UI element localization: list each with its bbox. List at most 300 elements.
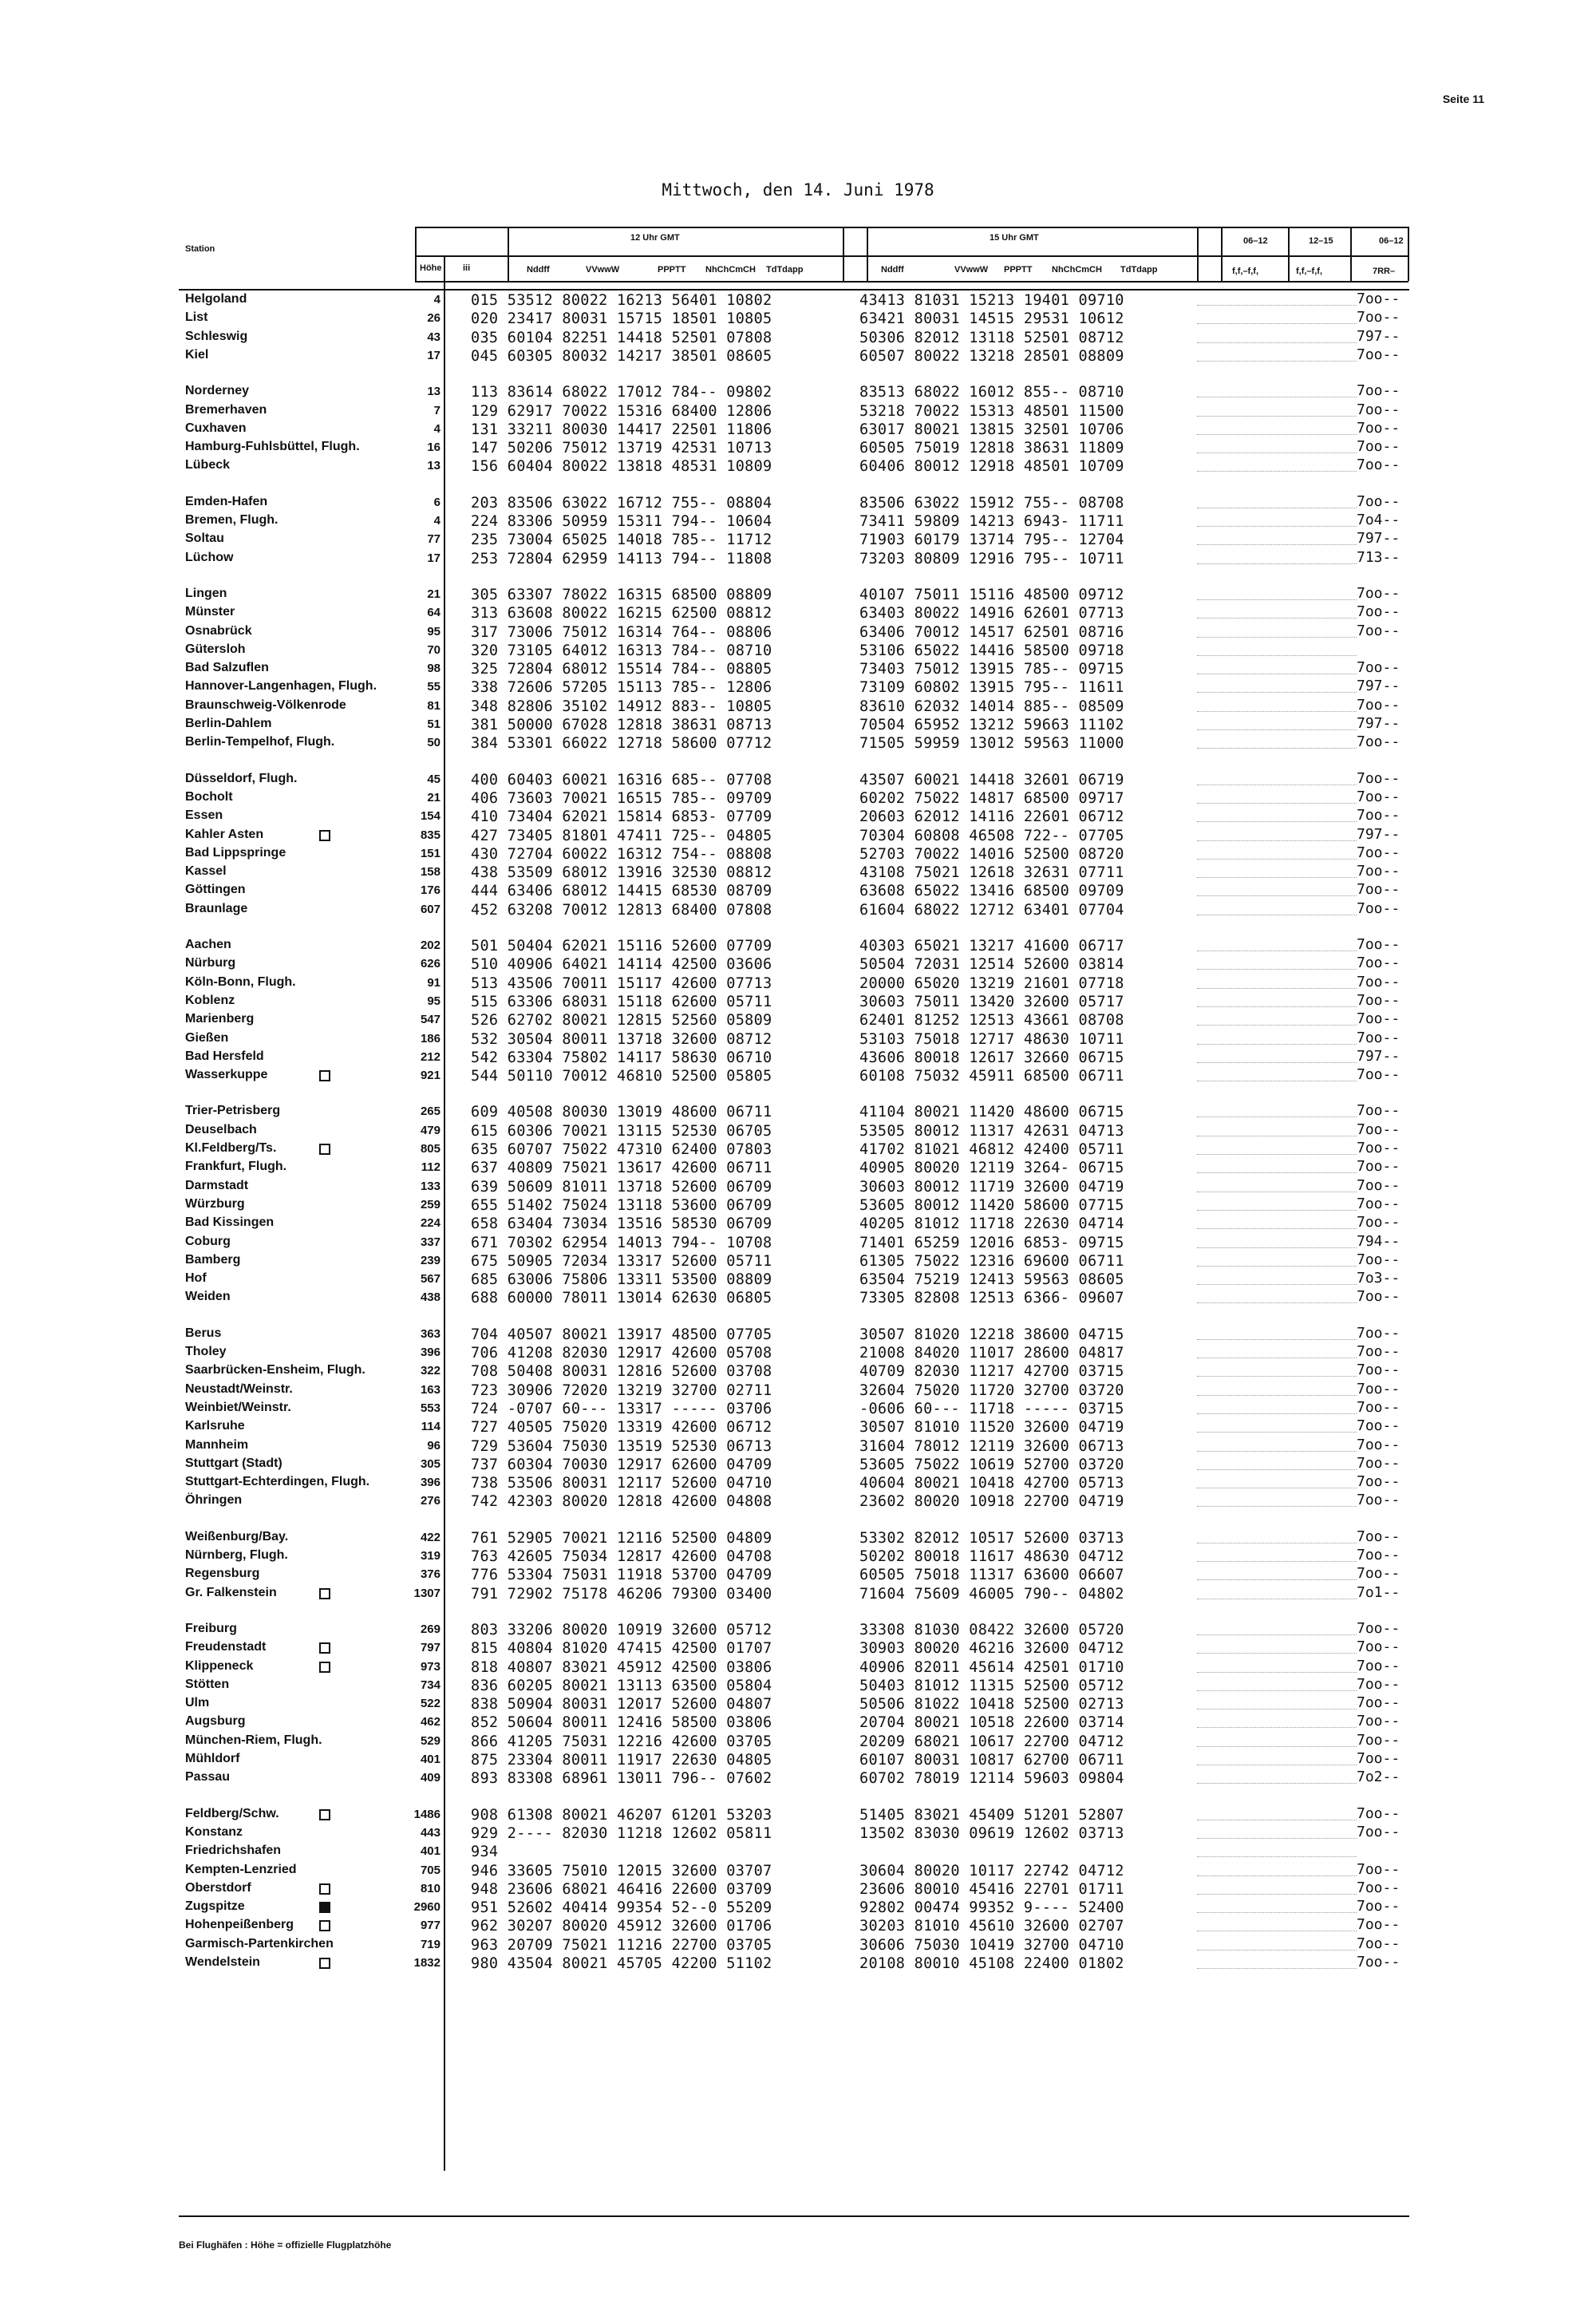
station-height: 973 <box>420 1659 440 1674</box>
station-name: Friedrichshafen <box>185 1844 282 1858</box>
leader-dots <box>1197 323 1357 324</box>
obs-12-utc: 305 63307 78022 16315 68500 08809 <box>471 586 772 603</box>
extra-code: 7oo-- <box>1357 1954 1400 1970</box>
extra-code: 7oo-- <box>1357 1158 1400 1176</box>
x-sub-3: 7RR– <box>1373 267 1396 276</box>
obs-15-utc: 51405 83021 45409 51201 52807 <box>859 1806 1124 1824</box>
obs-15-utc: 43606 80018 12617 32660 06715 <box>859 1049 1124 1066</box>
obs-12-utc: 400 60403 60021 16316 685-- 07708 <box>471 771 772 788</box>
leader-dots <box>1197 1376 1357 1377</box>
g15-col-4: NhChCmCH <box>1052 265 1102 275</box>
leader-dots <box>1197 1302 1357 1303</box>
station-height: 7 <box>433 403 440 417</box>
page-title: Mittwoch, den 14. Juni 1978 <box>662 180 934 200</box>
obs-12-utc: 224 83306 50959 15311 794-- 10604 <box>471 513 772 530</box>
open-square-icon <box>319 1588 330 1599</box>
extra-code: 7oo-- <box>1357 1214 1400 1231</box>
station-name: Hamburg-Fuhlsbüttel, Flugh. <box>185 440 360 454</box>
station-height: 462 <box>420 1715 440 1729</box>
station-height: 553 <box>420 1401 440 1415</box>
extra-code: 7oo-- <box>1357 1657 1400 1674</box>
obs-15-utc: 40905 80020 12119 3264- 06715 <box>859 1160 1124 1177</box>
leader-dots <box>1197 416 1357 417</box>
station-name: Weißenburg/Bay. <box>185 1529 289 1543</box>
obs-15-utc: 53103 75018 12717 48630 10711 <box>859 1030 1124 1048</box>
obs-15-utc: 53605 80012 11420 58600 07715 <box>859 1196 1124 1214</box>
obs-15-utc: 63608 65022 13416 68500 09709 <box>859 883 1124 900</box>
obs-12-utc: 639 50609 81011 13718 52600 06709 <box>471 1178 772 1196</box>
obs-12-utc: 658 63404 73034 13516 58530 06709 <box>471 1215 772 1233</box>
obs-15-utc: 21008 84020 11017 28600 04817 <box>859 1345 1124 1362</box>
extra-code: 7oo-- <box>1357 1879 1400 1896</box>
obs-15-utc: 53106 65022 14416 58500 09718 <box>859 642 1124 659</box>
extra-code: 7oo-- <box>1357 290 1400 307</box>
obs-12-utc: 452 63208 70012 12813 68400 07808 <box>471 901 772 919</box>
station-height: 16 <box>427 441 440 455</box>
obs-12-utc: 438 53509 68012 13916 32530 08812 <box>471 864 772 882</box>
extra-code: 7oo-- <box>1357 584 1400 602</box>
leader-dots <box>1197 1894 1357 1895</box>
leader-dots <box>1197 342 1357 343</box>
leader-dots <box>1197 1172 1357 1173</box>
obs-15-utc: 30603 75011 13420 32600 05717 <box>859 993 1124 1010</box>
extra-code: 7oo-- <box>1357 769 1400 787</box>
obs-15-utc: 50506 81022 10418 52500 02713 <box>859 1696 1124 1713</box>
obs-12-utc: 761 52905 70021 12116 52500 04809 <box>471 1529 772 1547</box>
extra-code: 7oo-- <box>1357 991 1400 1009</box>
obs-15-utc: 40303 65021 13217 41600 06717 <box>859 938 1124 955</box>
station-name: Gr. Falkenstein <box>185 1585 277 1599</box>
vrule-4 <box>867 227 868 281</box>
obs-12-utc: 147 50206 75012 13719 42531 10713 <box>471 440 772 457</box>
obs-12-utc: 501 50404 62021 15116 52600 07709 <box>471 938 772 955</box>
g12-title: 12 Uhr GMT <box>630 233 680 243</box>
header-rule-bottom <box>415 281 1408 283</box>
station-height: 276 <box>420 1494 440 1508</box>
g12-col-4: NhChCmCH <box>705 265 756 275</box>
station-height: 805 <box>420 1142 440 1156</box>
station-height: 337 <box>420 1235 440 1249</box>
obs-15-utc: 60507 80022 13218 28501 08809 <box>859 347 1124 365</box>
obs-12-utc: 776 53304 75031 11918 53700 04709 <box>471 1567 772 1584</box>
station-height: 43 <box>427 330 440 344</box>
obs-12-utc: 951 52602 40414 99354 52--0 55209 <box>471 1899 772 1917</box>
obs-12-utc: 866 41205 75031 12216 42600 03705 <box>471 1733 772 1750</box>
obs-15-utc: 20209 68021 10617 22700 04712 <box>859 1733 1124 1750</box>
obs-12-utc: 384 53301 66022 12718 58600 07712 <box>471 735 772 753</box>
station-height: 13 <box>427 385 440 399</box>
obs-15-utc: 60107 80031 10817 62700 06711 <box>859 1752 1124 1769</box>
obs-15-utc: 20704 80021 10518 22600 03714 <box>859 1714 1124 1732</box>
extra-code: 7oo-- <box>1357 696 1400 713</box>
obs-12-utc: 320 73105 64012 16313 784-- 08710 <box>471 642 772 659</box>
obs-15-utc: 60406 80012 12918 48501 10709 <box>859 458 1124 476</box>
extra-code: 7oo-- <box>1357 1454 1400 1472</box>
obs-12-utc: 727 40505 75020 13319 42600 06712 <box>471 1419 772 1437</box>
obs-12-utc: 655 51402 75024 13118 53600 06709 <box>471 1196 772 1214</box>
obs-15-utc: 50504 72031 12514 52600 03814 <box>859 956 1124 974</box>
station-name: Lübeck <box>185 458 231 472</box>
iii-header: iii <box>463 263 471 273</box>
obs-15-utc: 83506 63022 15912 755-- 08708 <box>859 494 1124 512</box>
obs-12-utc: 929 2---- 82030 11218 12602 05811 <box>471 1824 772 1842</box>
leader-dots <box>1197 1469 1357 1470</box>
station-name: Kiel <box>185 347 209 362</box>
station-name: Freudenstadt <box>185 1640 267 1654</box>
station-height: 176 <box>420 883 440 898</box>
extra-code: 7oo-- <box>1357 1195 1400 1212</box>
extra-code: 7oo-- <box>1357 1528 1400 1545</box>
leader-dots <box>1197 877 1357 878</box>
station-name: Braunlage <box>185 901 248 915</box>
leader-dots <box>1197 361 1357 362</box>
open-square-icon <box>319 1883 330 1895</box>
station-height: 64 <box>427 606 440 620</box>
obs-15-utc: 53218 70022 15313 48501 11500 <box>859 402 1124 420</box>
station-height: 158 <box>420 865 440 879</box>
extra-code: 7o4-- <box>1357 512 1400 528</box>
station-height: 154 <box>420 809 440 824</box>
station-name: Düsseldorf, Flugh. <box>185 771 298 785</box>
station-name: Mühldorf <box>185 1752 240 1765</box>
filled-square-icon <box>319 1902 330 1913</box>
obs-12-utc: 156 60404 80022 13818 48531 10809 <box>471 458 772 476</box>
obs-15-utc: 73305 82808 12513 6366- 09607 <box>859 1290 1124 1307</box>
leader-dots <box>1197 1266 1357 1267</box>
obs-12-utc: 444 63406 68012 14415 68530 08709 <box>471 883 772 900</box>
extra-code: 7oo-- <box>1357 1750 1400 1767</box>
station-height: 1832 <box>413 1956 440 1970</box>
obs-12-utc: 515 63306 68031 15118 62600 05711 <box>471 993 772 1010</box>
station-height: 259 <box>420 1197 440 1211</box>
station-height: 409 <box>420 1771 440 1785</box>
station-name: Soltau <box>185 532 224 546</box>
leader-dots <box>1197 544 1357 545</box>
obs-15-utc: 43108 75021 12618 32631 07711 <box>859 864 1124 882</box>
extra-code: 7oo-- <box>1357 1935 1400 1952</box>
obs-12-utc: 427 73405 81801 47411 725-- 04805 <box>471 827 772 844</box>
extra-code: 7oo-- <box>1357 955 1400 972</box>
obs-15-utc: 40906 82011 45614 42501 01710 <box>859 1658 1124 1676</box>
extra-code: 797-- <box>1357 715 1400 732</box>
obs-12-utc: 253 72804 62959 14113 794-- 11808 <box>471 550 772 567</box>
obs-15-utc: 73203 80809 12916 795-- 10711 <box>859 550 1124 567</box>
leader-dots <box>1197 1875 1357 1876</box>
extra-code: 7oo-- <box>1357 492 1400 510</box>
station-height: 443 <box>420 1825 440 1840</box>
leader-dots <box>1197 988 1357 989</box>
obs-12-utc: 708 50408 80031 12816 52600 03708 <box>471 1363 772 1381</box>
g15-col-2: VVwwW <box>954 265 989 275</box>
station-height: 114 <box>421 1420 440 1434</box>
open-square-icon <box>319 1920 330 1931</box>
obs-12-utc: 706 41208 82030 12917 42600 05708 <box>471 1345 772 1362</box>
obs-15-utc: 40107 75011 15116 48500 09712 <box>859 586 1124 603</box>
station-height: 95 <box>427 994 440 1008</box>
extra-code: 7oo-- <box>1357 1417 1400 1435</box>
station-height: 21 <box>427 790 440 804</box>
obs-12-utc: 615 60306 70021 13115 52530 06705 <box>471 1122 772 1140</box>
x-col-3: 06–12 <box>1379 236 1404 246</box>
vrule-7 <box>1288 227 1290 281</box>
station-name: Klippeneck <box>185 1658 254 1673</box>
station-height: 133 <box>420 1179 440 1193</box>
x-sub-1: f,f,–f,f, <box>1232 267 1258 276</box>
extra-code: 7oo-- <box>1357 1565 1400 1583</box>
leader-dots <box>1197 1506 1357 1507</box>
obs-12-utc: 675 50905 72034 13317 52600 05711 <box>471 1252 772 1270</box>
station-name: Bad Hersfeld <box>185 1049 264 1063</box>
leader-dots <box>1197 1395 1357 1396</box>
station-name: Weinbiet/Weinstr. <box>185 1400 291 1414</box>
station-name: Kahler Asten <box>185 827 264 841</box>
obs-15-utc: 53302 82012 10517 52600 03713 <box>859 1529 1124 1547</box>
obs-15-utc: 50306 82012 13118 52501 08712 <box>859 329 1124 346</box>
station-name: Kassel <box>185 864 227 879</box>
extra-code: 7oo-- <box>1357 1176 1400 1194</box>
leader-dots <box>1197 305 1357 306</box>
vrule-2 <box>508 227 509 281</box>
station-name: Kl.Feldberg/Ts. <box>185 1141 277 1155</box>
extra-code: 7oo-- <box>1357 1916 1400 1934</box>
station-name: Weiden <box>185 1290 231 1304</box>
obs-12-utc: 818 40807 83021 45912 42500 03806 <box>471 1658 772 1676</box>
station-height: 17 <box>427 551 440 565</box>
obs-12-utc: 544 50110 70012 46810 52500 05805 <box>471 1068 772 1085</box>
station-height: 17 <box>427 348 440 362</box>
g15-col-1: Nddff <box>881 265 904 275</box>
obs-15-utc: 73109 60802 13915 795-- 11611 <box>859 679 1124 697</box>
station-height: 4 <box>433 421 440 436</box>
obs-12-utc: 381 50000 67028 12818 38631 08713 <box>471 717 772 733</box>
obs-12-utc: 526 62702 80021 12815 52560 05809 <box>471 1012 772 1030</box>
obs-12-utc: 685 63006 75806 13311 53500 08809 <box>471 1271 772 1289</box>
leader-dots <box>1197 471 1357 472</box>
station-height: 13 <box>427 459 440 473</box>
obs-12-utc: 908 61308 80021 46207 61201 53203 <box>471 1806 772 1824</box>
station-name: Würzburg <box>185 1196 245 1211</box>
extra-code: 7oo-- <box>1357 1102 1400 1120</box>
obs-12-utc: 688 60000 78011 13014 62630 06805 <box>471 1290 772 1307</box>
extra-code: 7o1-- <box>1357 1583 1400 1601</box>
station-height: 567 <box>420 1272 440 1286</box>
station-name: Lüchow <box>185 550 234 564</box>
leader-dots <box>1197 711 1357 712</box>
extra-code: 7oo-- <box>1357 788 1400 805</box>
leader-dots <box>1197 895 1357 896</box>
extra-code: 7oo-- <box>1357 1547 1400 1563</box>
obs-15-utc: 71604 75609 46005 790-- 04802 <box>859 1585 1124 1603</box>
station-height: 95 <box>427 624 440 638</box>
extra-code: 7oo-- <box>1357 899 1400 917</box>
station-name: Gütersloh <box>185 642 246 656</box>
station-height: 96 <box>427 1438 440 1452</box>
obs-12-utc: 235 73004 65025 14018 785-- 11712 <box>471 532 772 549</box>
extra-code: 7oo-- <box>1357 807 1400 824</box>
extra-code: 7oo-- <box>1357 622 1400 639</box>
station-height: 835 <box>420 828 440 842</box>
leader-dots <box>1197 1210 1357 1211</box>
leader-dots <box>1197 1968 1357 1969</box>
extra-code: 7oo-- <box>1357 1380 1400 1397</box>
station-height: 2960 <box>413 1900 440 1915</box>
extra-code: 7oo-- <box>1357 438 1400 456</box>
obs-12-utc: 875 23304 80011 11917 22630 04805 <box>471 1752 772 1769</box>
leader-dots <box>1197 563 1357 564</box>
station-name: Hannover-Langenhagen, Flugh. <box>185 679 377 694</box>
station-name: Bamberg <box>185 1252 241 1267</box>
leader-dots <box>1197 1432 1357 1433</box>
obs-12-utc: 430 72704 60022 16312 754-- 08808 <box>471 845 772 863</box>
obs-15-utc: 50403 81012 11315 52500 05712 <box>859 1677 1124 1694</box>
obs-15-utc: 63403 80022 14916 62601 07713 <box>859 605 1124 622</box>
station-name: Ulm <box>185 1696 210 1710</box>
station-name: Deuselbach <box>185 1122 257 1136</box>
leader-dots <box>1197 1339 1357 1340</box>
station-height: 239 <box>420 1253 440 1267</box>
leader-dots <box>1197 859 1357 860</box>
extra-code: 7oo-- <box>1357 1010 1400 1028</box>
station-height: 1307 <box>413 1586 440 1600</box>
station-height: 547 <box>420 1013 440 1027</box>
station-name: Augsburg <box>185 1714 246 1729</box>
g15-col-3: PPPTT <box>1004 265 1033 275</box>
obs-15-utc: 41104 80021 11420 48600 06715 <box>859 1104 1124 1121</box>
station-height: 921 <box>420 1069 440 1083</box>
leader-dots <box>1197 1579 1357 1580</box>
obs-15-utc: 20000 65020 13219 21601 07718 <box>859 974 1124 992</box>
station-name: Wendelstein <box>185 1955 260 1969</box>
station-name: Köln-Bonn, Flugh. <box>185 974 296 989</box>
header-rule-mid <box>415 255 1408 257</box>
station-name: Berus <box>185 1326 222 1340</box>
leader-dots <box>1197 821 1357 822</box>
extra-code: 7o2-- <box>1357 1769 1400 1786</box>
extra-code: 7oo-- <box>1357 1694 1400 1712</box>
obs-12-utc: 803 33206 80020 10919 32600 05712 <box>471 1621 772 1638</box>
obs-15-utc: -0606 60--- 11718 ----- 03715 <box>859 1400 1124 1417</box>
station-height: 401 <box>420 1844 440 1859</box>
station-height: 376 <box>420 1567 440 1582</box>
bottom-rule <box>179 2215 1409 2217</box>
obs-12-utc: 513 43506 70011 15117 42600 07713 <box>471 974 772 992</box>
extra-code: 7oo-- <box>1357 881 1400 899</box>
obs-15-utc: 60702 78019 12114 59603 09804 <box>859 1770 1124 1788</box>
station-height: 112 <box>421 1160 440 1175</box>
obs-15-utc: 70504 65952 13212 59663 11102 <box>859 717 1124 733</box>
extra-code: 7oo-- <box>1357 1804 1400 1822</box>
station-height: 797 <box>420 1641 440 1655</box>
leader-dots <box>1197 1856 1357 1857</box>
obs-12-utc: 729 53604 75030 13519 52530 06713 <box>471 1437 772 1455</box>
leader-dots <box>1197 1062 1357 1063</box>
obs-15-utc: 40205 81012 11718 22630 04714 <box>859 1215 1124 1233</box>
obs-15-utc: 43413 81031 15213 19401 09710 <box>859 292 1124 309</box>
extra-code: 7oo-- <box>1357 1823 1400 1840</box>
obs-15-utc: 53505 80012 11317 42631 04713 <box>859 1122 1124 1140</box>
obs-12-utc: 313 63608 80022 16215 62500 08812 <box>471 605 772 622</box>
obs-12-utc: 934 <box>471 1844 499 1861</box>
obs-15-utc: 61305 75022 12316 69600 06711 <box>859 1252 1124 1270</box>
station-height: 224 <box>420 1216 440 1231</box>
station-name: Nürburg <box>185 956 236 970</box>
extra-code: 7oo-- <box>1357 1436 1400 1453</box>
vrule-5 <box>1197 227 1199 281</box>
leader-dots <box>1197 1746 1357 1747</box>
obs-12-utc: 852 50604 80011 12416 58500 03806 <box>471 1714 772 1732</box>
x-col-2: 12–15 <box>1309 236 1333 246</box>
open-square-icon <box>319 1958 330 1969</box>
station-name: Bremen, Flugh. <box>185 513 279 527</box>
vrule-8 <box>1350 227 1352 281</box>
leader-dots <box>1197 969 1357 970</box>
station-height: 98 <box>427 662 440 676</box>
station-header: Station <box>185 244 215 254</box>
extra-code: 7oo-- <box>1357 1898 1400 1915</box>
station-height: 810 <box>420 1881 440 1895</box>
extra-code: 7oo-- <box>1357 401 1400 418</box>
obs-12-utc: 129 62917 70022 15316 68400 12806 <box>471 402 772 420</box>
station-name: Münster <box>185 605 235 619</box>
extra-code: 7oo-- <box>1357 309 1400 326</box>
extra-code: 7oo-- <box>1357 1492 1400 1509</box>
g15-col-5: TdTdapp <box>1120 265 1158 275</box>
obs-12-utc: 704 40507 80021 13917 48500 07705 <box>471 1326 772 1343</box>
station-height: 438 <box>420 1290 440 1305</box>
obs-15-utc: 83610 62032 14014 885-- 08509 <box>859 698 1124 715</box>
obs-15-utc: 30903 80020 46216 32600 04712 <box>859 1640 1124 1658</box>
g15-title: 15 Uhr GMT <box>990 233 1039 243</box>
extra-code: 7oo-- <box>1357 936 1400 953</box>
vrule-6 <box>1221 227 1223 281</box>
obs-12-utc: 637 40809 75021 13617 42600 06711 <box>471 1160 772 1177</box>
x-col-1: 06–12 <box>1243 236 1268 246</box>
leader-dots <box>1197 1247 1357 1248</box>
obs-15-utc: 73403 75012 13915 785-- 09715 <box>859 661 1124 678</box>
obs-15-utc: 30507 81020 12218 38600 04715 <box>859 1326 1124 1343</box>
body-rule <box>179 289 1409 290</box>
station-height: 396 <box>420 1346 440 1359</box>
obs-12-utc: 671 70302 62954 14013 794-- 10708 <box>471 1234 772 1251</box>
leader-dots <box>1197 1634 1357 1635</box>
leader-dots <box>1197 803 1357 804</box>
station-name: Osnabrück <box>185 623 252 638</box>
station-height: 626 <box>420 957 440 971</box>
obs-15-utc: 30604 80020 10117 22742 04712 <box>859 1862 1124 1879</box>
obs-15-utc: 41702 81021 46812 42400 05711 <box>859 1141 1124 1158</box>
extra-code: 7oo-- <box>1357 1029 1400 1046</box>
leader-dots <box>1197 637 1357 638</box>
station-height: 322 <box>420 1364 440 1378</box>
station-name: Hof <box>185 1271 207 1286</box>
obs-12-utc: 724 -0707 60--- 13317 ----- 03706 <box>471 1400 772 1417</box>
obs-15-utc: 70304 60808 46508 722-- 07705 <box>859 827 1124 844</box>
station-height: 1486 <box>413 1807 440 1821</box>
obs-15-utc: 60505 75018 11317 63600 06607 <box>859 1567 1124 1584</box>
footnote: Bei Flughäfen : Höhe = offizielle Flugplatzhöhe <box>179 2239 392 2251</box>
obs-15-utc: 13502 83030 09619 12602 03713 <box>859 1824 1124 1842</box>
station-name: Stuttgart-Echterdingen, Flugh. <box>185 1475 370 1489</box>
station-name: Emden-Hafen <box>185 494 268 508</box>
station-name: Oberstdorf <box>185 1880 251 1895</box>
obs-12-utc: 738 53506 80031 12117 52600 04710 <box>471 1475 772 1492</box>
station-name: Passau <box>185 1770 231 1785</box>
station-name: Göttingen <box>185 883 246 897</box>
obs-12-utc: 338 72606 57205 15113 785-- 12806 <box>471 679 772 697</box>
extra-code: 7oo-- <box>1357 1140 1400 1156</box>
extra-code: 7oo-- <box>1357 1324 1400 1342</box>
obs-15-utc: 53605 75022 10619 52700 03720 <box>859 1456 1124 1473</box>
